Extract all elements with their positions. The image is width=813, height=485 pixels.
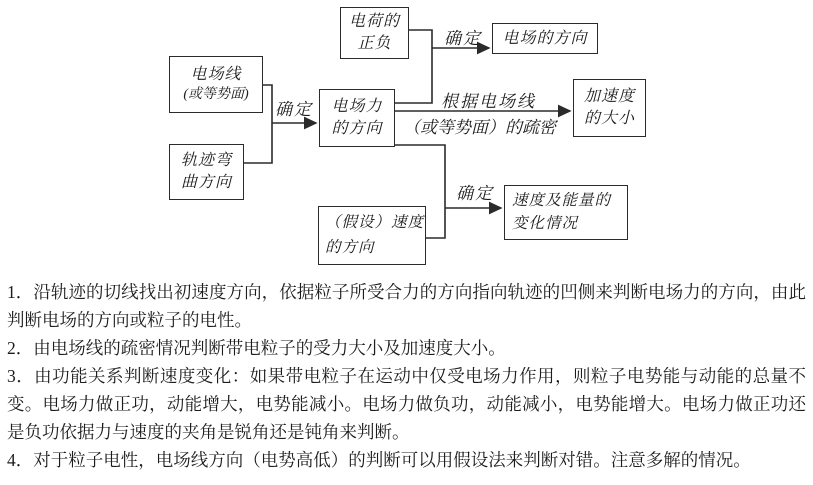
- edge-label-confirm-1: 确定: [275, 100, 313, 119]
- edge-label-confirm-2: 确定: [444, 29, 482, 48]
- box-text: (或等势面): [183, 86, 249, 102]
- box-text: 变化情况: [512, 214, 579, 232]
- edge-label-confirm-3: 确定: [456, 184, 494, 203]
- note-item-2: 2．由电场线的疏密情况判断带电粒子的受力大小及加速度大小。: [7, 338, 506, 358]
- box-electric-force-direction: [319, 89, 395, 147]
- note-item-4: 4．对于粒子电性，电场线方向（电势高低）的判断可以用假设法来判断对错。注意多解的情况。: [7, 450, 751, 470]
- box-text: 加速度: [583, 88, 635, 106]
- edge-label-basis-line-1: 根据电场线: [441, 92, 536, 111]
- box-text: 的大小: [583, 110, 635, 127]
- box-velocity-energy-change: [504, 185, 628, 240]
- note-item-1: 1．沿轨迹的切线找出初速度方向，依据粒子所受合力的方向指向轨迹的凹侧来判断电场力的方向，由此判断电场的方向或粒子的电性。: [7, 282, 806, 330]
- box-text: 电场线: [190, 66, 242, 84]
- edge-label-basis-line-2: （或等势面）的疏密: [403, 118, 556, 137]
- box-text: 正负: [357, 35, 392, 52]
- box-text: 速度及能量的: [512, 192, 612, 210]
- box-acceleration-magnitude: [573, 79, 646, 137]
- box-text: 电荷的: [348, 13, 400, 31]
- box-text: 电场的方向: [502, 29, 588, 47]
- box-field-direction: [492, 23, 598, 54]
- box-text: 的方向: [325, 238, 375, 256]
- box-text: 曲方向: [180, 174, 232, 191]
- notes-section: [0, 272, 813, 474]
- box-text: 电场力: [331, 98, 383, 116]
- box-charge-sign: [340, 7, 409, 59]
- box-field-lines: [169, 56, 263, 113]
- note-item-3: 3．由功能关系判断速度变化：如果带电粒子在运动中仅受电场力作用，则粒子电势能与动能的总量不变。电场力做正功，动能增大，电势能减小。电场力做负功，动能减小，电势能增大。电场力做正功还是负功依据力与速度的夹角是锐角还是钝角来判断。: [7, 366, 806, 442]
- box-text: 轨迹弯: [180, 152, 232, 170]
- box-text: 的方向: [331, 120, 383, 137]
- box-trajectory-bend: [169, 144, 244, 200]
- box-text: （假设）速度: [325, 214, 425, 232]
- box-assumed-velocity-direction: [318, 206, 426, 265]
